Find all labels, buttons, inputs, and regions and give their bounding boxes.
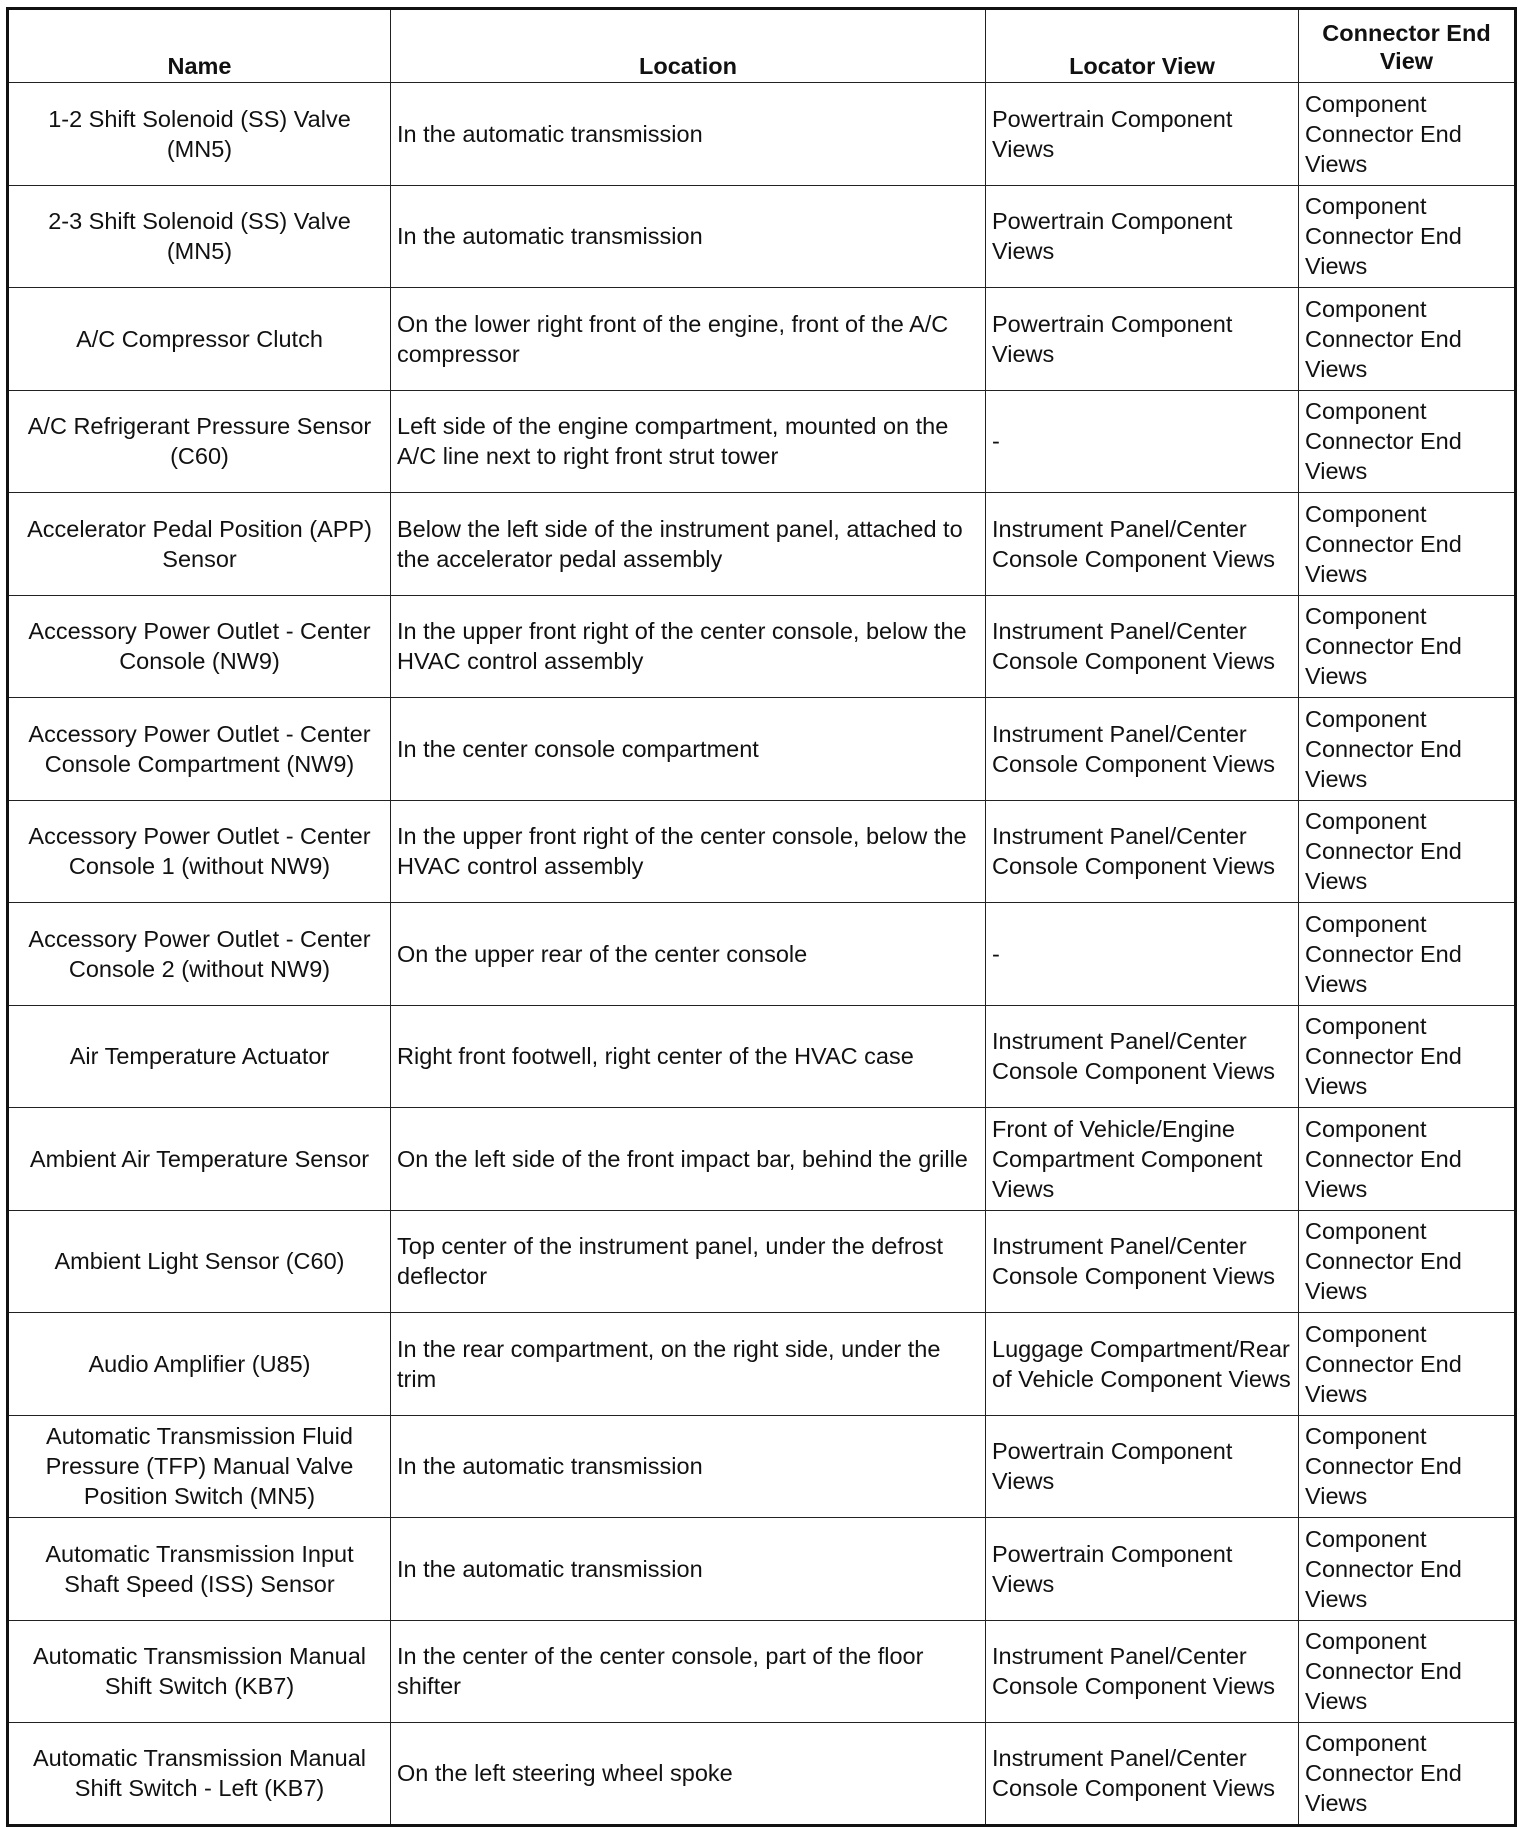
cell-name: Accessory Power Outlet - Center Console 1 (without NW9): [8, 800, 391, 903]
table-row: [8, 83, 1516, 186]
cell-name: Automatic Transmission Fluid Pressure (TFP) Manual Valve Position Switch (MN5): [8, 1415, 391, 1518]
cell-locator-view: Powertrain Component Views: [986, 288, 1299, 391]
cell-name: 2-3 Shift Solenoid (SS) Valve (MN5): [8, 185, 391, 288]
cell-name: Audio Amplifier (U85): [8, 1313, 391, 1416]
cell-connector-end-view: Component Connector End Views: [1299, 800, 1516, 903]
header-connector-end-view: Connector End View: [1299, 9, 1516, 83]
cell-locator-view: Powertrain Component Views: [986, 1518, 1299, 1621]
table-row: [8, 390, 1516, 493]
cell-locator-view: -: [986, 390, 1299, 493]
cell-locator-view: Instrument Panel/Center Console Component Views: [986, 800, 1299, 903]
cell-connector-end-view: Component Connector End Views: [1299, 595, 1516, 698]
cell-connector-end-view: Component Connector End Views: [1299, 1518, 1516, 1621]
cell-connector-end-view: Component Connector End Views: [1299, 1108, 1516, 1211]
cell-connector-end-view: Component Connector End Views: [1299, 698, 1516, 801]
cell-location: In the upper front right of the center console, below the HVAC control assembly: [391, 800, 986, 903]
cell-location: In the upper front right of the center console, below the HVAC control assembly: [391, 595, 986, 698]
cell-name: Accelerator Pedal Position (APP) Sensor: [8, 493, 391, 596]
header-location: Location: [391, 9, 986, 83]
cell-locator-view: -: [986, 903, 1299, 1006]
cell-connector-end-view: Component Connector End Views: [1299, 390, 1516, 493]
cell-location: In the rear compartment, on the right side, under the trim: [391, 1313, 986, 1416]
cell-locator-view: Instrument Panel/Center Console Component Views: [986, 698, 1299, 801]
cell-connector-end-view: Component Connector End Views: [1299, 185, 1516, 288]
cell-location: In the automatic transmission: [391, 1518, 986, 1621]
cell-connector-end-view: Component Connector End Views: [1299, 903, 1516, 1006]
table-row: [8, 800, 1516, 903]
cell-connector-end-view: Component Connector End Views: [1299, 493, 1516, 596]
cell-location: In the automatic transmission: [391, 83, 986, 186]
table-header-row: [8, 9, 1516, 83]
cell-locator-view: Front of Vehicle/Engine Compartment Component Views: [986, 1108, 1299, 1211]
cell-location: On the upper rear of the center console: [391, 903, 986, 1006]
cell-connector-end-view: Component Connector End Views: [1299, 83, 1516, 186]
cell-name: 1-2 Shift Solenoid (SS) Valve (MN5): [8, 83, 391, 186]
cell-connector-end-view: Component Connector End Views: [1299, 1620, 1516, 1723]
cell-location: On the lower right front of the engine, front of the A/C compressor: [391, 288, 986, 391]
cell-locator-view: Instrument Panel/Center Console Component Views: [986, 595, 1299, 698]
cell-location: In the automatic transmission: [391, 185, 986, 288]
cell-connector-end-view: Component Connector End Views: [1299, 288, 1516, 391]
cell-name: Accessory Power Outlet - Center Console (NW9): [8, 595, 391, 698]
cell-locator-view: Instrument Panel/Center Console Component Views: [986, 1620, 1299, 1723]
cell-location: Top center of the instrument panel, under the defrost deflector: [391, 1210, 986, 1313]
cell-name: Ambient Air Temperature Sensor: [8, 1108, 391, 1211]
table-row: [8, 1313, 1516, 1416]
cell-name: Automatic Transmission Input Shaft Speed (ISS) Sensor: [8, 1518, 391, 1621]
table-row: [8, 185, 1516, 288]
header-locator-view: Locator View: [986, 9, 1299, 83]
cell-connector-end-view: Component Connector End Views: [1299, 1415, 1516, 1518]
cell-name: Automatic Transmission Manual Shift Switch (KB7): [8, 1620, 391, 1723]
cell-connector-end-view: Component Connector End Views: [1299, 1210, 1516, 1313]
cell-connector-end-view: Component Connector End Views: [1299, 1005, 1516, 1108]
cell-location: On the left steering wheel spoke: [391, 1723, 986, 1826]
table-row: [8, 493, 1516, 596]
cell-name: Automatic Transmission Manual Shift Switch - Left (KB7): [8, 1723, 391, 1826]
cell-locator-view: Instrument Panel/Center Console Component Views: [986, 1005, 1299, 1108]
component-locator-table: [6, 7, 1517, 1827]
cell-location: In the center of the center console, part of the floor shifter: [391, 1620, 986, 1723]
table-row: [8, 1210, 1516, 1313]
table-row: [8, 1723, 1516, 1826]
cell-location: Below the left side of the instrument panel, attached to the accelerator pedal assembly: [391, 493, 986, 596]
cell-name: Accessory Power Outlet - Center Console Compartment (NW9): [8, 698, 391, 801]
cell-locator-view: Instrument Panel/Center Console Component Views: [986, 493, 1299, 596]
table-row: [8, 595, 1516, 698]
table-body: [8, 83, 1516, 1826]
table-row: [8, 1415, 1516, 1518]
cell-locator-view: Luggage Compartment/Rear of Vehicle Component Views: [986, 1313, 1299, 1416]
table-row: [8, 1518, 1516, 1621]
cell-connector-end-view: Component Connector End Views: [1299, 1313, 1516, 1416]
cell-locator-view: Powertrain Component Views: [986, 185, 1299, 288]
cell-name: Accessory Power Outlet - Center Console 2 (without NW9): [8, 903, 391, 1006]
cell-locator-view: Instrument Panel/Center Console Component Views: [986, 1210, 1299, 1313]
table-row: [8, 698, 1516, 801]
cell-location: Right front footwell, right center of the HVAC case: [391, 1005, 986, 1108]
cell-name: A/C Refrigerant Pressure Sensor (C60): [8, 390, 391, 493]
table-row: [8, 288, 1516, 391]
cell-name: A/C Compressor Clutch: [8, 288, 391, 391]
table-row: [8, 1108, 1516, 1211]
cell-locator-view: Powertrain Component Views: [986, 1415, 1299, 1518]
table-row: [8, 1620, 1516, 1723]
cell-connector-end-view: Component Connector End Views: [1299, 1723, 1516, 1826]
cell-location: In the automatic transmission: [391, 1415, 986, 1518]
cell-location: On the left side of the front impact bar, behind the grille: [391, 1108, 986, 1211]
header-name: Name: [8, 9, 391, 83]
table-row: [8, 903, 1516, 1006]
cell-location: In the center console compartment: [391, 698, 986, 801]
cell-locator-view: Powertrain Component Views: [986, 83, 1299, 186]
cell-name: Air Temperature Actuator: [8, 1005, 391, 1108]
cell-name: Ambient Light Sensor (C60): [8, 1210, 391, 1313]
cell-location: Left side of the engine compartment, mounted on the A/C line next to right front strut tower: [391, 390, 986, 493]
cell-locator-view: Instrument Panel/Center Console Component Views: [986, 1723, 1299, 1826]
table-row: [8, 1005, 1516, 1108]
